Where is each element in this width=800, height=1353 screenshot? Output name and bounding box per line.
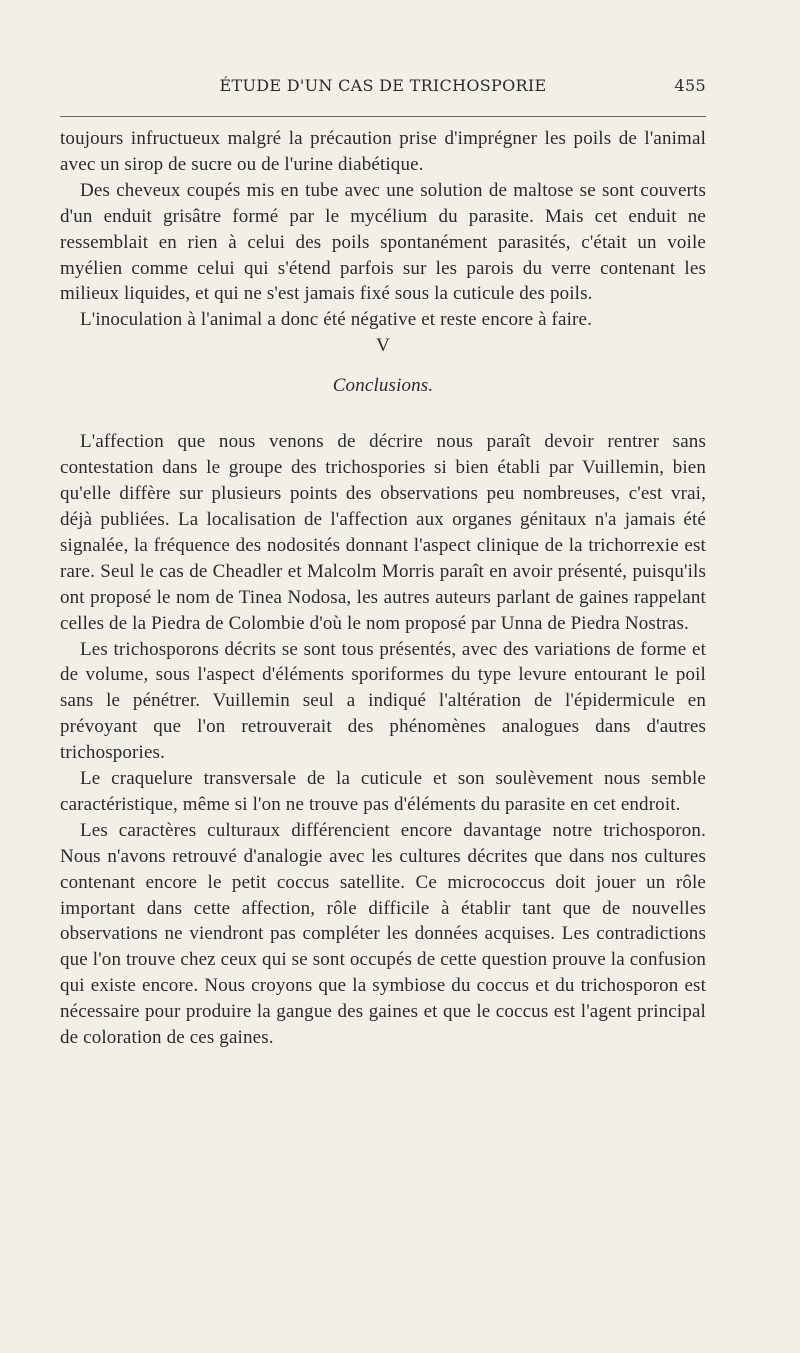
paragraph: Des cheveux coupés mis en tube avec une solution de maltose se sont couverts d'un enduit grisâtre formé par le mycélium du parasite. Mais cet enduit ne ressemblait en rien à celui des poils spontanément parasités, c'était un voile myélien comme celui qui s'étend parfois sur les parois du verre contenant les milieux liquides, et qui ne s'est jamais fixé sous la cuticule des poils. [60,179,706,305]
body-text [60,126,706,1051]
paragraph: Les trichosporons décrits se sont tous présentés, avec des variations de forme et de volume, sous l'aspect d'éléments sporiformes du type levure entourant le poil sans le pénétrer. Vuillemin seul a indiqué l'altération de l'épidermicule en prévoyant que l'on retrouverait des phénomènes analogues dans d'autres trichospories. [60,638,706,764]
running-header [60,76,706,98]
paragraph: Les caractères culturaux différencient encore davantage notre trichosporon. Nous n'avons retrouvé d'analogie avec les cultures décrites que dans nos cultures contenant encore le petit coccus satellite. Ce micrococcus doit jouer un rôle important dans cette affection, rôle difficile à établir tant que de nouvelles observations ne viendront pas compléter les données acquises. Les contradictions que l'on trouve chez ceux qui se sont occupés de cette question prouve la confusion qui existe encore. Nous croyons que la symbiose du coccus et du trichosporon est nécessaire pour produire la gangue des gaines et que le coccus est l'agent principal de coloration de ces gaines. [60,819,706,1049]
page-number: 455 [674,76,706,95]
section-number: V [376,335,390,357]
paragraph: L'affection que nous venons de décrire nous paraît devoir rentrer sans contestation dans le groupe des trichospories si bien établi par Vuillemin, bien qu'elle diffère sur plusieurs points des observations peu nombreuses, c'est vrai, déjà publiées. La localisation de l'affection aux organes génitaux n'a jamais été signalée, la fréquence des nodosités donnant l'aspect clinique de la trichorrexie est rare. Seul le cas de Cheadler et Malcolm Morris paraît en avoir présenté, puisqu'ils ont proposé le nom de Tinea Nodosa, les autres auteurs parlant de gaines rappelant celles de la Piedra de Colombie d'où le nom proposé par Unna de Piedra Nostras. [60,431,706,634]
header-rule [60,116,706,117]
paragraph: toujours infructueux malgré la précaution prise d'imprégner les poils de l'animal avec un sirop de sucre ou de l'urine diabétique. [60,128,706,175]
running-title: ÉTUDE D'UN CAS DE TRICHOSPORIE [219,76,547,95]
paragraph: L'inoculation à l'animal a donc été négative et reste encore à faire. [80,309,593,331]
paragraph: Le craquelure transversale de la cuticule et son soulèvement nous semble caractéristique, même si l'on ne trouve pas d'éléments du parasite en cet endroit. [60,768,706,815]
section-title: Conclusions. [332,375,434,397]
